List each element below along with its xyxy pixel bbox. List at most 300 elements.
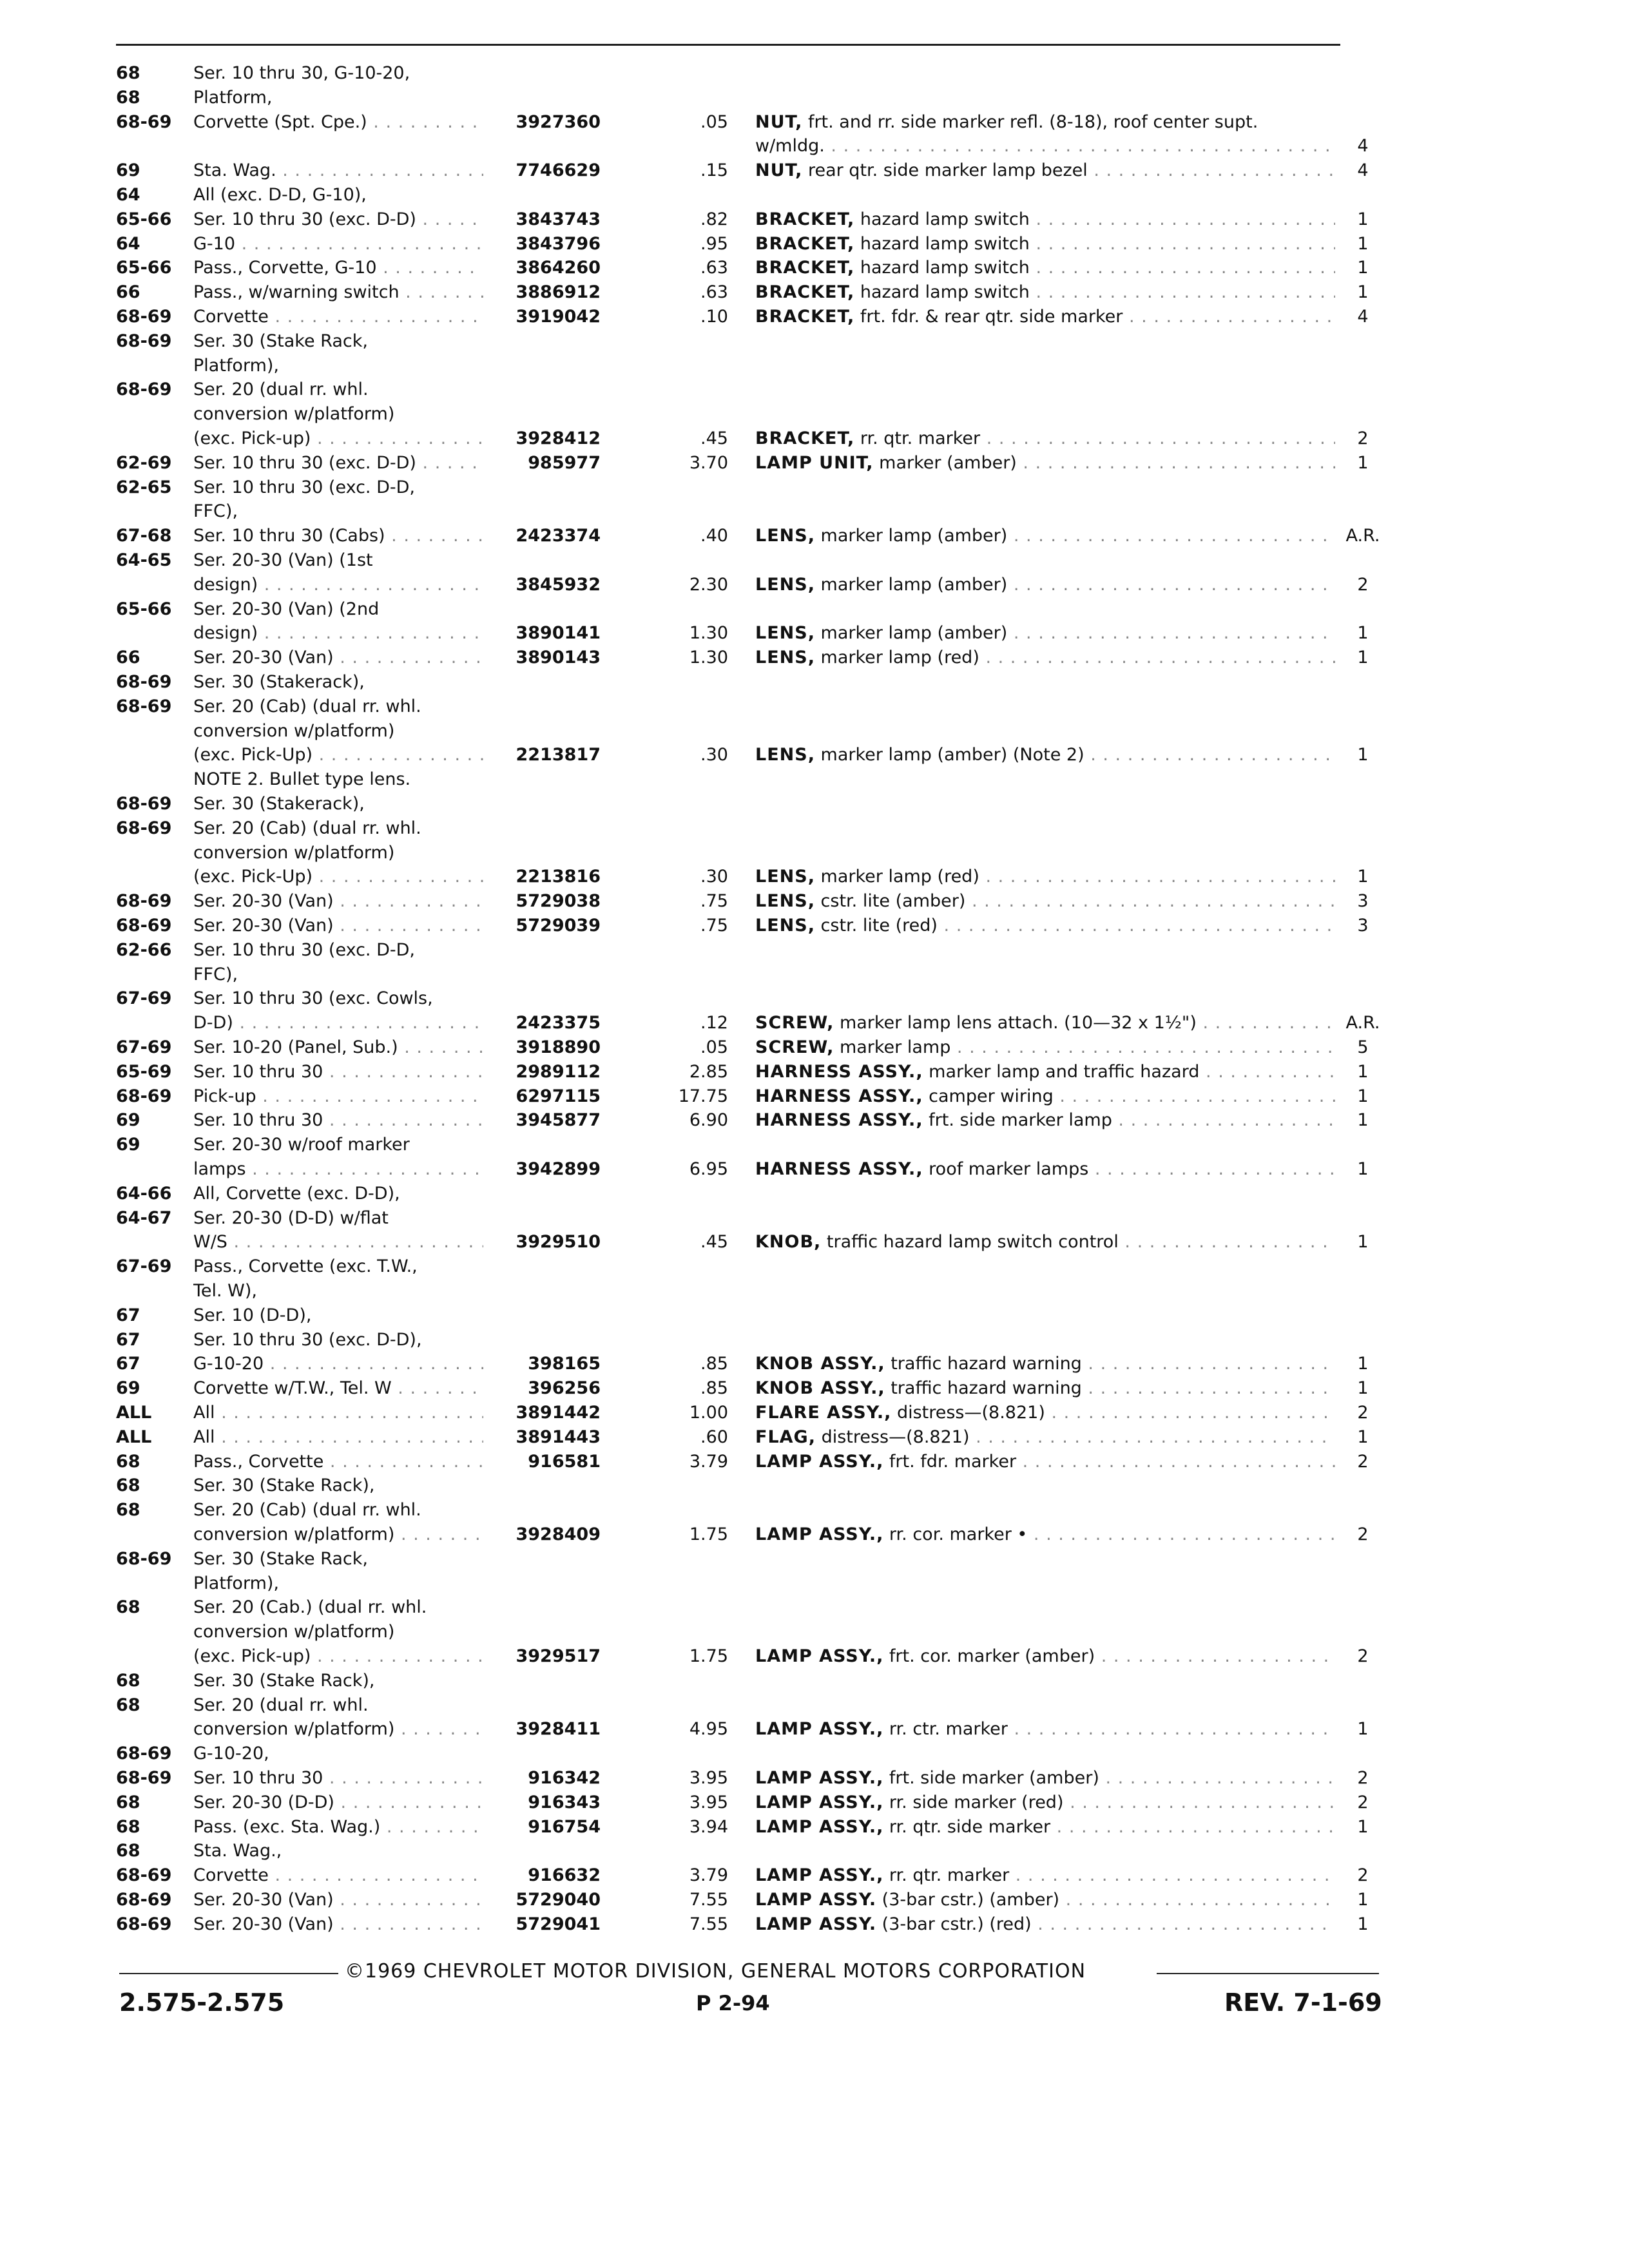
part-detail: marker lamp (amber) [820,574,1008,595]
list-item [0,646,1629,670]
part-detail: camper wiring [929,1086,1054,1106]
quantity: 2 [1357,1646,1369,1666]
list-item [0,451,1629,476]
list-item [0,1254,1629,1279]
part-detail: distress—(8.821) [821,1427,970,1447]
list-item [0,402,1629,427]
description [755,1108,1335,1133]
application: Pass., w/warning switch . . . [193,280,483,305]
application: Ser. 10 thru 30 (exc. D-D) . . . [193,451,483,476]
part-detail: marker lamp (red) [820,648,979,668]
list-item [0,695,1629,719]
list-item [0,1912,1629,1937]
list-item [0,61,1629,86]
list-item [0,1888,1629,1912]
footer-rule-left [119,1973,338,1974]
quantity: 1 [1357,452,1369,473]
part-number: 3843743 [516,209,601,229]
price: 3.79 [689,1865,728,1886]
footer-section-number: 2.575-2.575 [119,1988,285,2017]
part-number: 3918890 [516,1037,601,1057]
part-detail: frt. side marker lamp [929,1110,1112,1131]
price: 3.95 [689,1792,728,1812]
list-item [0,1717,1629,1742]
part-detail: rr. ctr. marker [889,1719,1008,1740]
model-years: 68-69 [116,1890,172,1910]
part-number: 985977 [528,452,601,473]
price: .05 [700,1037,728,1057]
application: Ser. 20 (dual rr. whl. [193,1695,369,1715]
part-number: 3890143 [516,648,601,668]
application: Ser. 20 (Cab) (dual rr. whl. [193,1500,421,1521]
list-item [0,1669,1629,1693]
part-name: LAMP ASSY., [755,1816,884,1837]
description [755,1157,1335,1182]
model-years: 68 [116,1597,140,1618]
quantity: 4 [1357,136,1369,157]
description [755,1035,1335,1060]
part-number: 3843796 [516,233,601,254]
part-detail: rear qtr. side marker lamp bezel [807,160,1088,181]
application: Corvette (Spt. Cpe.) . . . [193,110,483,135]
list-item [0,1157,1629,1182]
quantity: 1 [1357,1110,1369,1131]
quantity: 2 [1357,1451,1369,1472]
application: Ser. 30 (Stake Rack, [193,1548,368,1569]
part-detail: rr. cor. marker • [889,1524,1028,1544]
part-number: 2213817 [516,745,601,765]
list-item [0,110,1629,135]
part-number: 3929517 [516,1646,601,1666]
part-number: 916342 [528,1768,601,1788]
part-number: 3891442 [516,1403,601,1423]
model-years: 65-66 [116,209,172,229]
price: .12 [700,1013,728,1033]
description [755,1011,1335,1035]
description [755,1523,1335,1547]
application: Ser. 20-30 (Van) . . . [193,1912,483,1937]
application: Ser. 10 thru 30 . . . [193,1766,483,1791]
price: 3.79 [689,1451,728,1472]
description [755,914,1335,938]
quantity: 3 [1357,891,1369,912]
list-item [0,914,1629,938]
list-item [0,597,1629,622]
price: .40 [700,526,728,546]
price: .15 [700,160,728,181]
quantity: 2 [1357,1524,1369,1544]
model-years: 62-66 [116,939,172,960]
list-item [0,183,1629,207]
part-detail: rr. qtr. marker [860,428,981,448]
price: 4.95 [689,1719,728,1740]
quantity: 2 [1357,428,1369,448]
list-item [0,865,1629,889]
description [755,1766,1335,1791]
description [755,159,1335,183]
application: Ser. 10 thru 30 . . . [193,1060,483,1084]
quantity: 2 [1357,1768,1369,1788]
list-item [0,1060,1629,1084]
description [755,1084,1335,1109]
part-number: 2213816 [516,867,601,887]
part-number: 396256 [528,1378,601,1399]
description [755,1230,1335,1254]
application: All . . . [193,1425,483,1450]
part-number: 3929510 [516,1232,601,1253]
description [755,1791,1335,1815]
list-item [0,743,1629,767]
quantity: 1 [1357,1086,1369,1106]
description [755,573,1335,597]
part-name: LAMP ASSY., [755,1646,884,1666]
model-years: 68 [116,87,140,108]
application: Ser. 10 thru 30 (exc. D-D, [193,477,415,497]
quantity: 1 [1357,1890,1369,1910]
description [755,1352,1335,1376]
model-years: 69 [116,1110,140,1131]
model-years: 68-69 [116,111,172,132]
list-item [0,1620,1629,1644]
application: Corvette . . . [193,1863,483,1888]
model-years: 65-66 [116,599,172,619]
application: Ser. 20 (Cab.) (dual rr. whl. [193,1597,427,1618]
price: .82 [700,209,728,229]
part-detail: (3-bar cstr.) (red) [882,1914,1032,1934]
part-name: NUT, [755,160,803,181]
part-detail: hazard lamp switch [860,209,1030,229]
part-name: LENS, [755,574,815,595]
description [755,451,1335,476]
application: (exc. Pick-Up) . . . [193,743,483,767]
part-name: LENS, [755,867,815,887]
part-name: KNOB ASSY., [755,1378,885,1399]
part-name: BRACKET, [755,209,855,229]
price: 1.00 [689,1403,728,1423]
list-item [0,1644,1629,1669]
price: .85 [700,1378,728,1399]
application: conversion w/platform) . . . [193,1717,483,1742]
model-years: 68 [116,1816,140,1837]
model-years: 68-69 [116,1744,172,1764]
application: G-10 . . . [193,232,483,256]
list-item [0,1571,1629,1596]
application: Ser. 20-30 (Van) (2nd [193,599,380,619]
part-name: KNOB, [755,1232,822,1253]
price: .60 [700,1427,728,1447]
quantity: 1 [1357,1232,1369,1253]
price: 17.75 [678,1086,728,1106]
application: Ser. 30 (Stake Rack), [193,1670,375,1691]
model-years: 68 [116,1500,140,1521]
model-years: 68 [116,1670,140,1691]
application: Platform), [193,355,279,376]
part-detail: hazard lamp switch [860,258,1030,278]
quantity: 5 [1357,1037,1369,1057]
model-years: 62-69 [116,452,172,473]
part-number: 5729041 [516,1914,601,1934]
application: Sta. Wag., [193,1841,282,1861]
application: (exc. Pick-up) . . . [193,1644,483,1669]
part-detail: marker lamp (amber) [820,623,1008,644]
part-name: LAMP ASSY., [755,1719,884,1740]
list-item [0,232,1629,256]
part-name: LAMP ASSY., [755,1792,884,1812]
quantity: 1 [1357,745,1369,765]
model-years: 68 [116,1695,140,1715]
model-years: 69 [116,160,140,181]
price: 2.30 [689,574,728,595]
part-name: LAMP ASSY., [755,1524,884,1544]
application: Ser. 10 thru 30 (Cabs) . . . [193,524,483,548]
description [755,1815,1335,1840]
quantity: 1 [1357,258,1369,278]
model-years: 67 [116,1305,140,1325]
list-item [0,1450,1629,1474]
price: 1.75 [689,1524,728,1544]
description [755,646,1335,670]
application: Pass., Corvette (exc. T.W., [193,1256,418,1277]
price: 2.85 [689,1061,728,1082]
part-detail: roof marker lamps [929,1159,1089,1179]
quantity: 1 [1357,282,1369,303]
description [755,865,1335,889]
list-item [0,621,1629,646]
description [755,232,1335,256]
price: .45 [700,1232,728,1253]
application: Ser. 30 (Stakerack), [193,794,365,814]
model-years: 68 [116,1792,140,1812]
part-name: BRACKET, [755,428,855,448]
model-years: 68-69 [116,1548,172,1569]
part-number: 3942899 [516,1159,601,1179]
description [755,256,1335,280]
quantity: 1 [1357,623,1369,644]
part-name: BRACKET, [755,282,855,303]
list-item [0,378,1629,402]
list-item [0,548,1629,573]
price: 7.55 [689,1914,728,1934]
model-years: 64-65 [116,550,172,570]
part-detail: frt. and rr. side marker refl. (8-18), roof center supt. [807,111,1258,132]
part-detail: marker (amber) [879,452,1017,473]
model-years: 62-65 [116,477,172,497]
application: Corvette w/T.W., Tel. W . . . [193,1376,483,1401]
application: Ser. 20-30 (Van) . . . [193,646,483,670]
application: Ser. 30 (Stake Rack), [193,1475,375,1496]
part-detail: w/mldg. [755,136,825,157]
part-detail: distress—(8.821) [896,1403,1045,1423]
list-item [0,767,1629,792]
part-name: LENS, [755,623,815,644]
price: 1.30 [689,623,728,644]
list-item [0,280,1629,305]
part-number: 3928409 [516,1524,601,1544]
model-years: 68-69 [116,380,172,400]
part-name: LENS, [755,745,815,765]
model-years: ALL [116,1427,152,1447]
part-number: 916343 [528,1792,601,1812]
price: .05 [700,111,728,132]
price: .85 [700,1354,728,1374]
list-item [0,1279,1629,1303]
application: Ser. 10 (D-D), [193,1305,312,1325]
part-name: HARNESS ASSY., [755,1086,923,1106]
part-detail: marker lamp (red) [820,867,979,887]
price: .75 [700,891,728,912]
part-name: BRACKET, [755,233,855,254]
model-years: 67-69 [116,1037,172,1057]
price: 3.70 [689,452,728,473]
description [755,621,1335,646]
model-years: 67-68 [116,526,172,546]
part-detail: cstr. lite (red) [820,916,938,936]
application: D-D) . . . [193,1011,483,1035]
part-name: LAMP ASSY., [755,1865,884,1886]
quantity: 3 [1357,916,1369,936]
description [755,1644,1335,1669]
quantity: 1 [1357,1816,1369,1837]
list-item [0,1815,1629,1840]
application: All . . . [193,1401,483,1425]
description [755,1717,1335,1742]
part-number: 2423374 [516,526,601,546]
part-detail: traffic hazard lamp switch control [826,1232,1119,1253]
model-years: 64 [116,233,140,254]
model-years: 67-69 [116,988,172,1009]
quantity: 1 [1357,1427,1369,1447]
price: 7.55 [689,1890,728,1910]
part-number: 916581 [528,1451,601,1472]
price: 6.95 [689,1159,728,1179]
part-number: 916754 [528,1816,601,1837]
part-name: LAMP ASSY., [755,1451,884,1472]
application: FFC), [193,501,238,522]
list-item [0,1352,1629,1376]
part-detail: cstr. lite (amber) [820,891,966,912]
part-number: 6297115 [516,1086,601,1106]
description [755,207,1335,232]
part-name: HARNESS ASSY., [755,1159,923,1179]
list-item [0,1108,1629,1133]
application: Pass., Corvette, G-10 . . . [193,256,483,280]
list-item [0,329,1629,354]
list-item [0,1595,1629,1620]
part-name: BRACKET, [755,258,855,278]
footer-copyright: ©1969 CHEVROLET MOTOR DIVISION, GENERAL MOTORS CORPORATION [345,1960,1086,1983]
part-number: 3886912 [516,282,601,303]
model-years: 68-69 [116,1914,172,1934]
footer-rule-right [1157,1973,1379,1974]
part-name: LAMP ASSY., [755,1768,884,1788]
part-name: FLAG, [755,1427,816,1447]
model-years: 68-69 [116,1086,172,1106]
quantity: A.R. [1345,526,1380,546]
part-name: SCREW, [755,1013,834,1033]
part-number: 7746629 [516,160,601,181]
model-years: 67 [116,1329,140,1350]
part-detail: marker lamp (amber) [820,526,1008,546]
list-item [0,719,1629,744]
application: Ser. 20 (Cab) (dual rr. whl. [193,696,421,716]
list-item [0,1547,1629,1571]
application: FFC), [193,964,238,985]
quantity: 1 [1357,233,1369,254]
list-item [0,986,1629,1011]
quantity: 1 [1357,1378,1369,1399]
description [755,1912,1335,1937]
part-number: 3864260 [516,258,601,278]
list-item [0,1498,1629,1523]
list-item [0,1863,1629,1888]
list-item [0,963,1629,987]
description [755,110,1335,135]
quantity: 1 [1357,648,1369,668]
description [755,1450,1335,1474]
model-years: 68-69 [116,794,172,814]
list-item [0,86,1629,110]
list-item [0,499,1629,524]
application: Pass. (exc. Sta. Wag.) . . . [193,1815,483,1840]
application: All, Corvette (exc. D-D), [193,1183,400,1204]
application: Ser. 20-30 (D-D) . . . [193,1791,483,1815]
application: All (exc. D-D, G-10), [193,185,367,205]
model-years: 68-69 [116,891,172,912]
price: .95 [700,233,728,254]
model-years: 68 [116,1475,140,1496]
application: Ser. 30 (Stake Rack, [193,331,368,351]
price: .30 [700,745,728,765]
part-number: 5729038 [516,891,601,912]
part-name: SCREW, [755,1037,834,1057]
list-item [0,1425,1629,1450]
part-detail: rr. side marker (red) [889,1792,1064,1812]
list-item [0,427,1629,451]
list-item [0,1035,1629,1060]
description [755,1060,1335,1084]
application: Corvette . . . [193,305,483,329]
list-item [0,1474,1629,1498]
application: Ser. 20-30 w/roof marker [193,1135,410,1155]
part-name: BRACKET, [755,307,855,327]
part-detail: traffic hazard warning [891,1354,1082,1374]
description [755,305,1335,329]
part-detail: rr. qtr. side marker [889,1816,1051,1837]
list-item [0,1791,1629,1815]
list-item [0,524,1629,548]
application: Ser. 20 (dual rr. whl. [193,380,369,400]
list-item [0,841,1629,865]
model-years: 68-69 [116,1865,172,1886]
application: conversion w/platform) [193,720,395,741]
quantity: 2 [1357,1792,1369,1812]
part-detail: frt. fdr. marker [889,1451,1017,1472]
part-number: 3890141 [516,623,601,644]
quantity: 1 [1357,1354,1369,1374]
application: Ser. 20-30 (Van) . . . [193,914,483,938]
application: (exc. Pick-up) . . . [193,427,483,451]
list-item [0,1523,1629,1547]
part-number: 3891443 [516,1427,601,1447]
part-name: LENS, [755,526,815,546]
quantity: 1 [1357,209,1369,229]
part-detail: hazard lamp switch [860,233,1030,254]
application: Ser. 10 thru 30 (exc. Cowls, [193,988,433,1009]
quantity: 2 [1357,1403,1369,1423]
part-name: LENS, [755,891,815,912]
application: W/S . . . [193,1230,483,1254]
model-years: 67 [116,1354,140,1374]
